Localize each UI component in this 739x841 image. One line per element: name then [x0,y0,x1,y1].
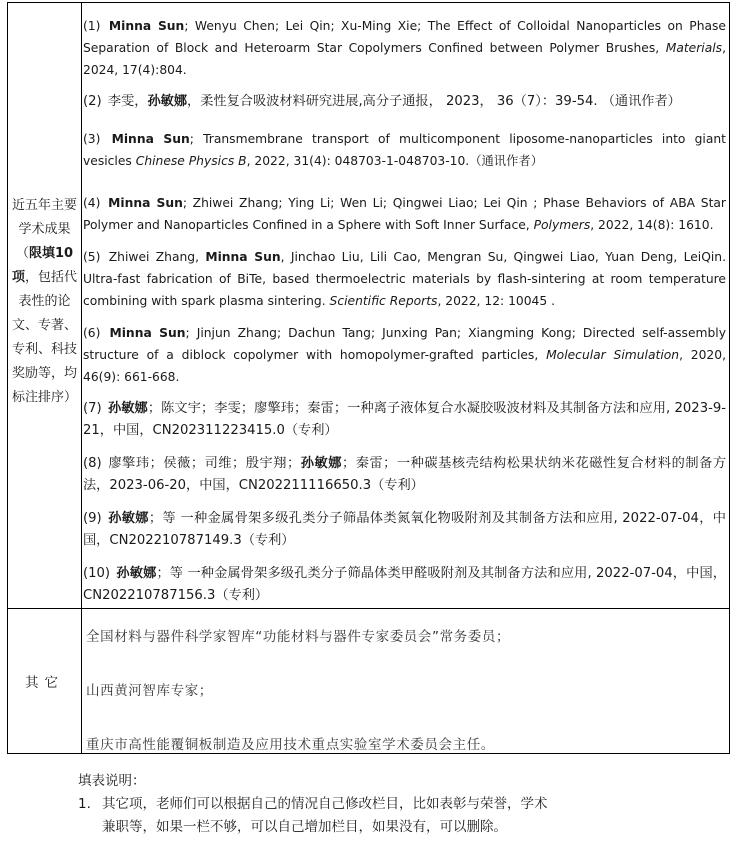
entry-number: (3) [83,131,101,146]
entry-text: ，柔性复合吸波材料研究进展,高分子通报， 2023， 36（7）：39-54. （通讯作者） [187,94,681,109]
label-bold: 限填10项 [11,246,74,285]
entry-number: (9) [83,510,102,526]
entry-tail: , 2020, 46(9): 661-668. [83,347,726,384]
entry-pre: 李雯， [107,94,148,109]
entry-journal: Polymers [533,217,591,232]
other-row [8,608,730,753]
entry-10 [83,563,726,608]
entry-author: Minna Sun [111,131,190,146]
entry-3 [83,128,726,172]
entry-author: 孙敏娜 [108,510,149,526]
entry-text: ；等 一种金属骨架多级孔类分子筛晶体类氮氧化物吸附剂及其制备方法和应用, 2022-07-04，中国，CN202210787149.3（专利） [83,510,726,548]
entry-pre: 廖擎玮；侯薇；司维；殷宇翔； [108,455,301,471]
entry-author: Minna Sun [205,249,281,264]
entry-7 [83,398,726,443]
entry-author: Minna Sun [109,325,186,340]
entry-text: , Jinchao Liu, Lili Cao, Mengran Su, Qingwei Liao, Yuan Deng, LeiQin. Ultra-fast fabrication of BiTe, based thermoelectric materials by flash-sintering at room temperature combining with spark plasma sintering. [83,249,726,308]
entry-author: Minna Sun [108,195,183,210]
entry-pre: Zhiwei Zhang, [108,249,206,264]
note-item-text-2: 兼职等，如果一栏不够，可以自己增加栏目，如果没有，可以删除。 [102,819,507,835]
entry-text: ; Jinjun Zhang; Dachun Tang; Junxing Pan; Xiangming Kong; Directed self-assembly structure of a diblock copolymer with homopolymer-grafted particles, [83,325,726,362]
entry-text: ; Wenyu Chen; Lei Qin; Xu-Ming Xie; The Effect of Colloidal Nanoparticles on Phase Separation of Block and Heteroarm Star Copolymers Confined between Polymer Brushes, [83,19,726,55]
entry-author: 孙敏娜 [107,400,148,416]
entry-9 [83,508,726,553]
entry-author: 孙敏娜 [300,455,342,471]
achievements-label-cell [8,3,82,609]
entry-5 [83,246,726,312]
entry-journal: Scientific Reports [329,293,438,308]
note-title: 填表说明： [78,773,146,789]
entry-number: (8) [83,455,102,471]
entry-1 [83,15,726,81]
entry-number: (7) [83,400,102,416]
entry-number: (2) [83,94,102,109]
other-line-3: 重庆市高性能覆铜板制造及应用技术重点实验室学术委员会主任。 [86,736,495,753]
entry-number: (10) [83,565,111,581]
entry-author: Minna Sun [108,19,185,33]
entry-text: ；秦雷；一种碳基核壳结构松果状纳米花磁性复合材料的制备方法，2023-06-20，中国，CN202211116650.3（专利） [83,455,727,493]
achievements-content-cell [82,3,730,609]
entry-tail: , 2022, 31(4): 048703-1-048703-10.（通讯作者） [246,153,543,168]
entry-tail: , 2022, 14(8): 1610. [590,217,714,232]
other-line-2: 山西黄河智库专家； [86,682,213,699]
entry-number: (4) [83,195,101,210]
entry-2 [83,91,726,114]
note-item-number: 1. [78,796,91,812]
note-item-text-1: 其它项，老师们可以根据自己的情况自己修改栏目，比如表彰与荣誉，学术 [102,796,548,812]
achievements-row [8,3,730,609]
other-content-cell [82,608,730,753]
entry-6 [83,322,726,388]
entry-journal: Molecular Simulation [546,347,680,362]
entry-8 [83,453,726,498]
note-item-line-1 [78,793,678,816]
entry-number: (6) [83,325,101,340]
achievements-table [7,2,730,754]
other-line-1: 全国材料与器件科学家智库“功能材料与器件专家委员会”常务委员； [86,628,511,645]
label-part-1: 近五年主要学术成果（ [11,198,77,261]
entry-text: ; Transmembrane transport of multicomponent liposome-nanoparticles into giant vesicles [83,131,727,168]
other-label: 其它 [8,608,82,753]
entry-tail: , 2022, 12: 10045 . [437,293,556,308]
entry-text: ；等 一种金属骨架多级孔类分子筛晶体类甲醛吸附剂及其制备方法和应用, 2022-07-04，中国，CN202210787156.3（专利） [83,565,726,603]
achievements-label [8,194,81,410]
note-item [78,793,678,839]
entry-journal: Materials [665,41,723,55]
entry-number: (5) [83,249,101,264]
entry-author: 孙敏娜 [116,565,157,581]
entry-journal: Chinese Physics B [135,153,247,168]
entry-author: 孙敏娜 [147,94,188,109]
entry-tail: , 2024, 17(4):804. [83,41,726,77]
entry-4 [83,192,726,236]
entry-text: ；陈文宇；李雯；廖擎玮；秦雷；一种离子液体复合水凝胶吸波材料及其制备方法和应用, 2023-9-21，中国，CN202311223415.0（专利） [83,400,726,438]
entry-number: (1) [83,19,101,33]
label-part-2: ，包括代表性的论文、专著、专利、科技奖励等，均标注排序） [11,270,78,405]
entry-text: ; Zhiwei Zhang; Ying Li; Wen Li; Qingwei Liao; Lei Qin ; Phase Behaviors of ABA Star Polymer and Nanoparticles Confined in a Sphere with Soft Inner Surface, [83,195,726,232]
